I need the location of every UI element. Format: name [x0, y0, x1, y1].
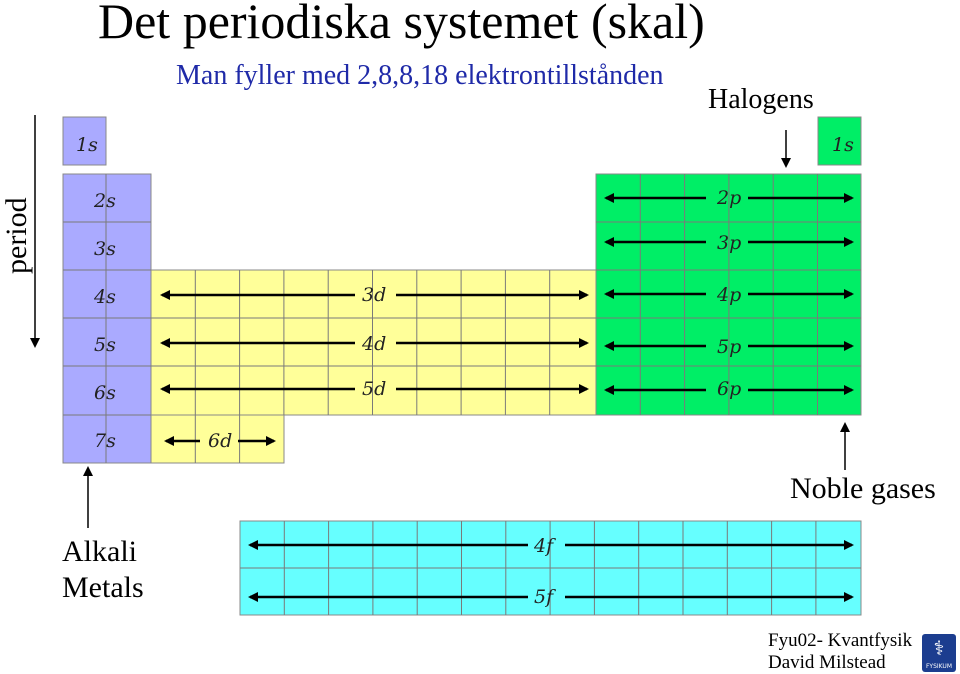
noble-gases-label: Noble gases	[790, 472, 936, 505]
orbital-label-1s-helium: 1s	[832, 134, 854, 156]
orbital-label-7s: 7s	[94, 430, 116, 452]
orbital-label-3d: 3d	[362, 284, 387, 306]
logo-emblem-icon: ⚕	[933, 636, 945, 660]
orbital-label-6d: 6d	[208, 430, 233, 452]
orbital-label-5s: 5s	[94, 334, 116, 356]
slide-title: Det periodiska systemet (skal)	[98, 0, 705, 49]
orbital-label-4f: 4f	[534, 535, 554, 557]
orbital-label-6p: 6p	[717, 378, 742, 400]
orbital-label-6s: 6s	[94, 382, 116, 404]
footer-credit	[768, 630, 912, 674]
orbital-label-2p: 2p	[717, 187, 742, 209]
slide-subtitle: Man fyller med 2,8,8,18 elektrontillstånden	[176, 60, 664, 91]
orbital-label-2s: 2s	[94, 190, 116, 212]
alkali-label-line2: Metals	[62, 571, 144, 604]
fysikum-logo	[922, 634, 956, 672]
footer-course: Fyu02- Kvantfysik	[768, 630, 913, 651]
halogens-label: Halogens	[708, 84, 814, 115]
orbital-label-4s: 4s	[94, 286, 116, 308]
period-label: period	[0, 197, 33, 274]
alkali-label-line1: Alkali	[62, 535, 137, 568]
orbital-label-5p: 5p	[717, 336, 742, 358]
orbital-label-3p: 3p	[717, 232, 742, 254]
orbital-label-4p: 4p	[717, 284, 742, 306]
orbital-label-5f: 5f	[534, 586, 554, 608]
orbital-label-3s: 3s	[94, 238, 116, 260]
orbital-label-1s: 1s	[76, 134, 98, 156]
alkali-metals-label	[62, 534, 144, 606]
footer-author: David Milstead	[768, 652, 886, 673]
orbital-label-5d: 5d	[362, 378, 387, 400]
logo-wordmark: FYSIKUM	[925, 663, 953, 670]
orbital-label-4d: 4d	[362, 333, 387, 355]
